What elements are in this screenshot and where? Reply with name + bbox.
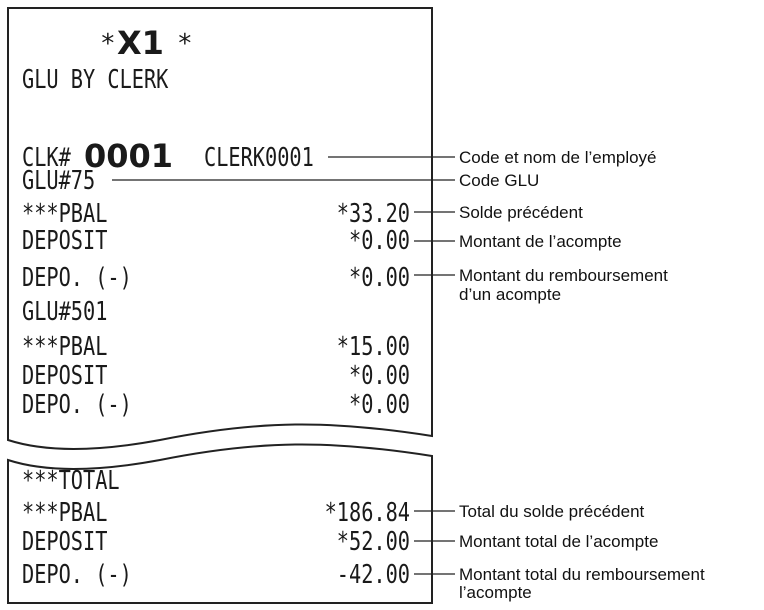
refund-value: *0.00 [348, 262, 410, 293]
report-tag [100, 24, 193, 62]
callouts [459, 148, 705, 602]
total-pbal-value: *186.84 [324, 497, 410, 528]
glu-label: GLU#501 [21, 296, 108, 327]
pbal-label: ***PBAL [21, 198, 108, 229]
clerk-prefix: CLK# [21, 142, 71, 173]
total-deposit-label: DEPOSIT [21, 526, 108, 557]
total-label: ***TOTAL [21, 465, 120, 496]
callout-total-pbal: Total du solde précédent [459, 502, 645, 521]
callout-refund-line2: d’un acompte [459, 285, 562, 304]
pbal-label: ***PBAL [21, 331, 108, 362]
callout-refund-line1: Montant du remboursement [459, 266, 668, 285]
report-tag-big: X1 [117, 24, 164, 62]
refund-value: *0.00 [348, 389, 410, 420]
callout-pbal: Solde précédent [459, 203, 583, 222]
clerk-code: 0001 [84, 137, 174, 175]
deposit-value: *0.00 [348, 360, 410, 391]
report-tag-prefix: * [100, 29, 116, 59]
deposit-value: *0.00 [348, 225, 410, 256]
clerk-name: CLERK0001 [204, 142, 314, 173]
report-title: GLU BY CLERK [21, 64, 169, 95]
callout-clerk: Code et nom de l’employé [459, 148, 657, 167]
callout-total-refund-line2: l’acompte [459, 583, 532, 602]
glu-label: GLU#75 [21, 165, 96, 196]
deposit-label: DEPOSIT [21, 360, 108, 391]
callout-glu-code: Code GLU [459, 171, 540, 190]
deposit-label: DEPOSIT [21, 225, 108, 256]
callout-deposit: Montant de l’acompte [459, 232, 622, 251]
total-refund-label: DEPO. (-) [21, 559, 132, 590]
callout-total-refund-line1: Montant total du remboursement [459, 565, 705, 584]
pbal-value: *15.00 [336, 331, 410, 362]
refund-label: DEPO. (-) [21, 389, 132, 420]
refund-label: DEPO. (-) [21, 262, 132, 293]
total-refund-value: -42.00 [336, 559, 410, 590]
pbal-value: *33.20 [336, 198, 410, 229]
callout-total-deposit: Montant total de l’acompte [459, 532, 659, 551]
report-tag-suffix: * [177, 29, 193, 59]
total-pbal-label: ***PBAL [21, 497, 108, 528]
total-deposit-value: *52.00 [336, 526, 410, 557]
